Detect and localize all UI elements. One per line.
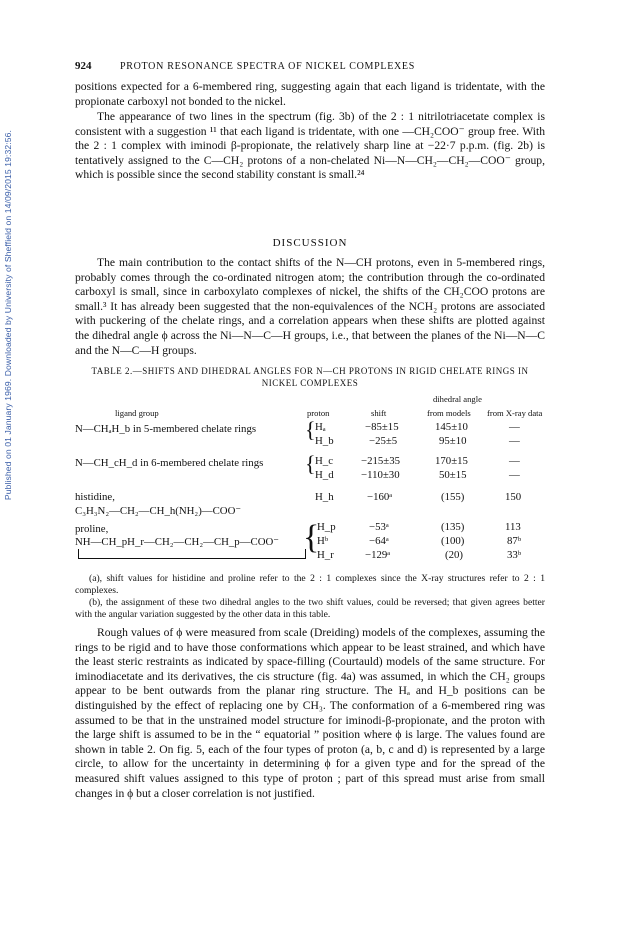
table-ligand: N—CH_cH_d in 6-membered chelate rings <box>75 457 264 469</box>
table-ligand: histidine, <box>75 491 115 503</box>
table-model-angle: 95±10 <box>439 435 467 447</box>
table-shift: −64ᵃ <box>369 535 389 547</box>
table-shift: −85±15 <box>365 421 399 433</box>
table-notes <box>75 573 545 621</box>
table-model-angle: 50±15 <box>439 469 467 481</box>
table-proton: H_d <box>315 469 334 481</box>
ring-closure-line <box>78 558 306 559</box>
table-brace: { <box>305 417 316 442</box>
data-table <box>75 393 545 571</box>
table-shift: −25±5 <box>369 435 398 447</box>
page-number: 924 <box>75 60 92 72</box>
table-shift: −129ᵃ <box>365 549 391 561</box>
table-caption-line-1: TABLE 2.—SHIFTS AND DIHEDRAL ANGLES FOR N—CH PROTONS IN RIGID CHELATE RINGS IN <box>91 366 529 376</box>
table-brace: { <box>305 451 316 476</box>
table-xray-angle: 113 <box>505 521 521 533</box>
table-model-angle: 145±10 <box>435 421 468 433</box>
table-proton: Hₐ <box>315 421 326 433</box>
table-ligand: proline, <box>75 523 109 535</box>
table-xray-angle: 150 <box>505 491 522 503</box>
closing-paragraph: Rough values of ϕ were measured from scale (Dreiding) models of the complexes, assuming the rings to be rigid and to have those conformations which appear to be least strained, and which have the least steric restraints as indicated by space-filling (Courtauld) models of the same structure. For iminodiacetate and its derivatives, the cis structure (fig. 4a) was assumed, in which the CH₂ groups appear to be bent outwards from the planar ring structure. The Hₐ and H_b positions can be distinguished by the effect of replacing one by CH₃. The conformation of a 6-membered ring was assumed to be that in the unstrained model structure for iminodi-β-propionate, and the proton with the large shift is assumed to be in the “ equatorial ” position where ϕ is large. The values found are shown in table 2. On fig. 5, each of the four types of proton (a, b, c and d) is represented by a large circle, to allow for the uncertainty in determining ϕ for a given type and for the spread of the measured shift values assigned to this type of proton ; part of this spread must arise from small changes in ϕ but a closer correlation is not justified. <box>75 626 545 800</box>
table-proton: H_r <box>317 549 334 561</box>
table-proton: Hᵇ <box>317 535 329 547</box>
table-proton: H_h <box>315 491 334 503</box>
ring-closure-tick <box>78 549 79 559</box>
table-xray-angle: — <box>509 469 520 481</box>
column-header: proton <box>307 408 330 418</box>
table-xray-angle: — <box>509 435 520 447</box>
column-header: from X-ray data <box>487 408 543 418</box>
table-shift: −160ᵃ <box>367 491 393 503</box>
table-caption-line-2: NICKEL COMPLEXES <box>261 378 359 388</box>
table-proton: H_c <box>315 455 333 467</box>
table-xray-angle: — <box>509 421 520 433</box>
running-head <box>75 60 545 74</box>
table-xray-angle: — <box>509 455 520 467</box>
column-header: shift <box>371 408 387 418</box>
table-ligand: N—CHₐH_b in 5-membered chelate rings <box>75 423 257 435</box>
table-shift: −215±35 <box>361 455 401 467</box>
table-model-angle: 170±15 <box>435 455 468 467</box>
table-model-angle: (100) <box>441 535 465 547</box>
table-proton: H_b <box>315 435 334 447</box>
running-title: PROTON RESONANCE SPECTRA OF NICKEL COMPLEXES <box>120 61 416 72</box>
table-proton: H_p <box>317 521 336 533</box>
table-caption <box>75 365 545 389</box>
table-shift: −53ᵃ <box>369 521 389 533</box>
table-xray-angle: 87ᵇ <box>507 535 522 547</box>
table-xray-angle: 33ᵇ <box>507 549 522 561</box>
table-ligand-formula: C₃H₃N₂—CH₂—CH_h(NH₂)—COO⁻ <box>75 505 242 517</box>
table-brace: { <box>303 519 320 556</box>
table-ligand-formula: NH—CH_pH_r—CH₂—CH₂—CH_p—COO⁻ <box>75 536 279 548</box>
table-model-angle: (135) <box>441 521 465 533</box>
column-header: from models <box>427 408 471 418</box>
table-note: (b), the assignment of these two dihedral angles to the two shift values, could be reversed; that given agrees better with the angular variation suggested by the other data in this table. <box>75 597 545 620</box>
intro-paragraph-1: positions expected for a 6-membered ring, suggesting again that each ligand is tridentate, with the propionate carboxyl not bonded to the nickel. <box>75 80 545 108</box>
table-model-angle: (20) <box>445 549 463 561</box>
table-note: (a), shift values for histidine and proline refer to the 2 : 1 complexes since the X-ray structures refer to 2 : 1 complexes. <box>75 573 545 596</box>
dihedral-header: dihedral angle <box>433 394 482 404</box>
column-header: ligand group <box>115 408 159 418</box>
section-heading: DISCUSSION <box>272 237 348 249</box>
intro-paragraph-2: The appearance of two lines in the spectrum (fig. 3b) of the 2 : 1 nitrilotriacetate complex is consistent with a suggestion ¹¹ that each ligand is tridentate, with one —CH₂COO⁻ group free. With the 2 : 1 complex with iminodi β-propionate, the relatively sharp line at −22·7 p.p.m. (fig. 2b) is tentatively assigned to the C—CH₂ protons of a non-chelated Ni—N—CH₂—CH₂—COO⁻ group, which is possible since the second stability constant is small.²⁴ <box>75 110 545 182</box>
table-model-angle: (155) <box>441 491 465 503</box>
discussion-paragraph: The main contribution to the contact shifts of the N—CH protons, even in 5-membered rings, probably comes through the co-ordinated nitrogen atom; the contribution through the co-ordinated carboxyl is small, since in carboxylato complexes of nickel, the shifts of the CH₂COO protons are small.³ It has already been suggested that the non-equivalences of the NCH₂ protons are associated with puckering of the chelate rings, and a correlation appears when these shifts are plotted against the dihedral angle ϕ across the Ni—N—C—H groups, i.e., that between the planes of the Ni—N—C and the N—C—H groups. <box>75 256 545 357</box>
download-watermark: Published on 01 January 1969. Downloaded by University of Sheffield on 14/09/2015 19:32:56. <box>3 130 13 501</box>
table-shift: −110±30 <box>361 469 400 481</box>
